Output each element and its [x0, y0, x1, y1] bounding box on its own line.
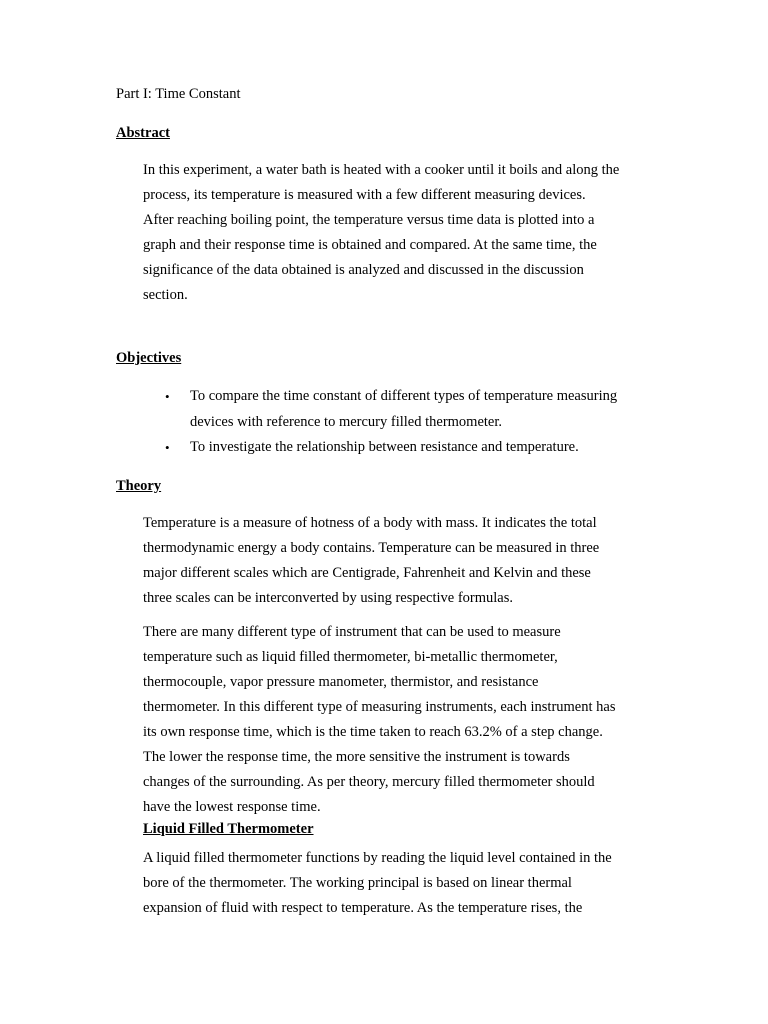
- text-line: section.: [143, 287, 188, 303]
- theory-heading: Theory: [116, 478, 162, 494]
- abstract-heading: Abstract: [116, 125, 170, 141]
- theory-paragraph-3: [143, 846, 663, 921]
- theory-paragraph-2: [143, 620, 663, 820]
- text-line: its own response time, which is the time taken to reach 63.2% of a step change.: [143, 724, 603, 740]
- abstract-paragraph: [143, 158, 663, 308]
- list-item: [143, 384, 663, 435]
- text-line: significance of the data obtained is analyzed and discussed in the discussion: [143, 262, 584, 278]
- bullet-icon: •: [165, 389, 170, 404]
- theory-paragraph-1: [143, 511, 663, 611]
- text-line: The lower the response time, the more sensitive the instrument is towards: [143, 749, 570, 765]
- bullet-icon: •: [165, 440, 170, 455]
- liquid-filled-thermometer-heading: Liquid Filled Thermometer: [143, 821, 314, 837]
- text-line: After reaching boiling point, the temperature versus time data is plotted into a: [143, 212, 595, 228]
- text-line: To compare the time constant of different types of temperature measuring: [190, 388, 618, 404]
- text-line: process, its temperature is measured with a few different measuring devices.: [143, 187, 586, 203]
- text-line: have the lowest response time.: [143, 799, 321, 815]
- part-title: Part I: Time Constant: [116, 86, 241, 102]
- text-line: graph and their response time is obtained and compared. At the same time, the: [143, 237, 597, 253]
- text-line: There are many different type of instrument that can be used to measure: [143, 624, 561, 640]
- text-line: To investigate the relationship between resistance and temperature.: [190, 439, 579, 455]
- text-line: thermometer. In this different type of measuring instruments, each instrument has: [143, 699, 616, 715]
- objectives-heading: Objectives: [116, 350, 182, 366]
- text-line: temperature such as liquid filled thermometer, bi-metallic thermometer,: [143, 649, 558, 665]
- text-line: bore of the thermometer. The working principal is based on linear thermal: [143, 875, 572, 891]
- text-line: In this experiment, a water bath is heated with a cooker until it boils and along the: [143, 162, 620, 178]
- objectives-list: [143, 384, 663, 461]
- list-item: [143, 435, 663, 461]
- text-line: expansion of fluid with respect to temperature. As the temperature rises, the: [143, 900, 583, 916]
- text-line: thermodynamic energy a body contains. Temperature can be measured in three: [143, 540, 600, 556]
- text-line: devices with reference to mercury filled thermometer.: [190, 413, 503, 430]
- text-line: thermocouple, vapor pressure manometer, thermistor, and resistance: [143, 674, 539, 690]
- text-line: Temperature is a measure of hotness of a body with mass. It indicates the total: [143, 515, 597, 531]
- text-line: A liquid filled thermometer functions by reading the liquid level contained in the: [143, 850, 612, 866]
- text-line: three scales can be interconverted by using respective formulas.: [143, 590, 514, 606]
- text-line: changes of the surrounding. As per theory, mercury filled thermometer should: [143, 774, 595, 790]
- text-line: major different scales which are Centigrade, Fahrenheit and Kelvin and these: [143, 565, 591, 581]
